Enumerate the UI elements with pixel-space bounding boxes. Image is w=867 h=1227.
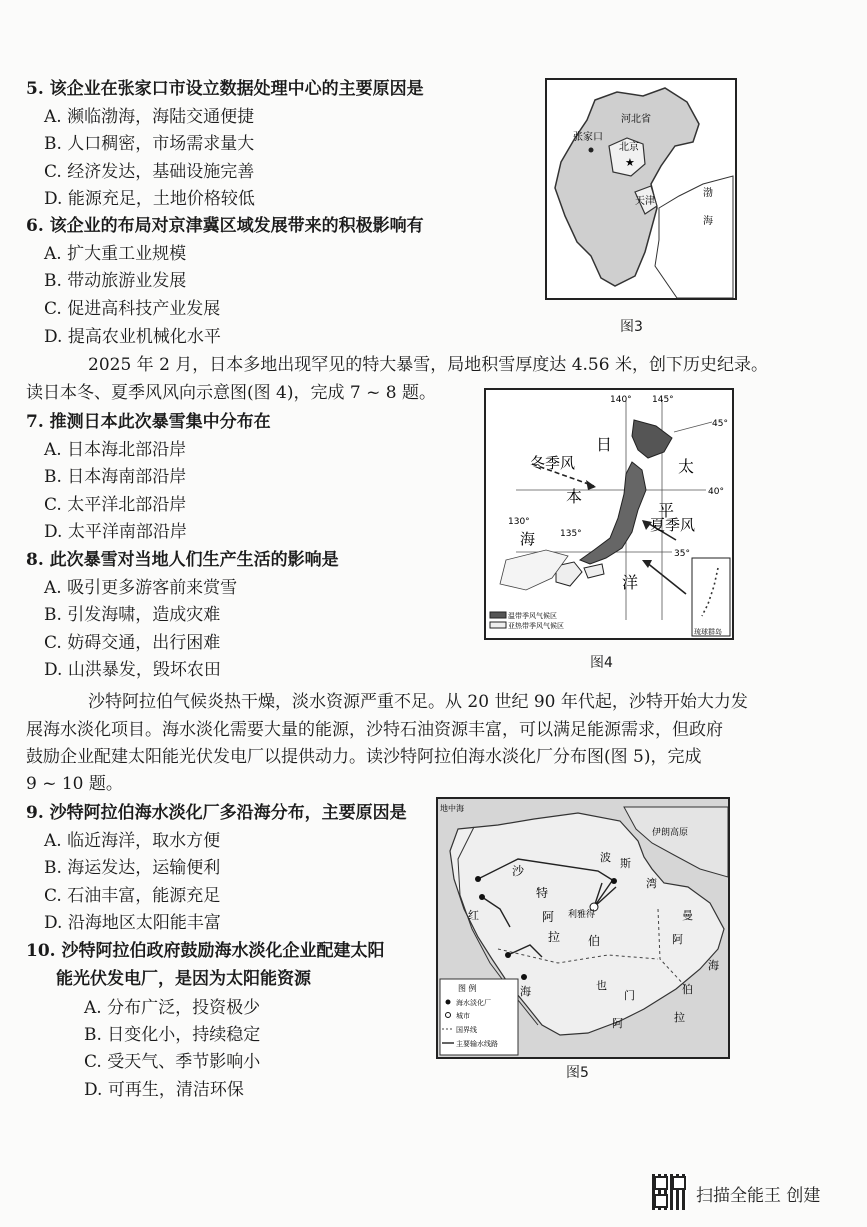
q5-option-a: A. 濒临渤海，海陆交通便捷 xyxy=(44,107,255,127)
figure-3-map xyxy=(545,78,737,300)
ryukyu-label: 琉球群岛 xyxy=(694,628,722,636)
q7-stem: 7. 推测日本此次暴雪集中分布在 xyxy=(26,412,271,432)
lat-40-label: 40° xyxy=(708,487,724,497)
qr-code-icon xyxy=(652,1174,688,1210)
plant-marker-1 xyxy=(475,876,481,882)
q8-option-d: D. 山洪暴发，毁坏农田 xyxy=(44,660,221,680)
plant-marker-3 xyxy=(505,952,511,958)
mediterranean-label: 地中海 xyxy=(440,804,464,813)
q6-option-c: C. 促进高科技产业发展 xyxy=(44,299,221,319)
legend-title: 图 例 xyxy=(458,984,477,993)
hokkaido-shape xyxy=(632,420,672,458)
saudi-label-sha: 沙 xyxy=(512,864,525,878)
legend-pipeline-label: 主要输水线路 xyxy=(456,1040,498,1048)
oman-label-man: 曼 xyxy=(682,909,693,922)
legend-swatch-subtropical xyxy=(490,622,506,628)
summer-monsoon-arrow-2 xyxy=(646,562,686,594)
red-sea-label-hai: 海 xyxy=(520,985,531,998)
saudi-label-la: 拉 xyxy=(548,930,561,944)
legend-plant-icon xyxy=(446,1000,451,1005)
q6-option-b: B. 带动旅游业发展 xyxy=(44,271,187,291)
bohai-label-1: 渤 xyxy=(703,188,713,199)
beijing-label: 北京 xyxy=(619,142,639,153)
shikoku-shape xyxy=(584,564,604,578)
plant-marker-4 xyxy=(521,974,527,980)
saudi-label-a: 阿 xyxy=(542,910,555,924)
lon-130-label: 130° xyxy=(508,517,530,527)
japan-sea-label-ben: 本 xyxy=(566,487,583,506)
summer-arrow-head-2-icon xyxy=(642,560,652,568)
bohai-label-2: 海 xyxy=(703,216,713,227)
q6-option-a: A. 扩大重工业规模 xyxy=(44,244,187,264)
q10-option-c: C. 受天气、季节影响小 xyxy=(84,1052,261,1072)
saudi-label-te: 特 xyxy=(536,886,549,900)
plant-marker-5 xyxy=(611,878,617,884)
tianjin-label: 天津 xyxy=(635,196,655,207)
q9-option-d: D. 沿海地区太阳能丰富 xyxy=(44,913,221,933)
legend-city-label: 城市 xyxy=(456,1012,470,1020)
winter-monsoon-label: 冬季风 xyxy=(530,454,576,472)
q6-stem: 6. 该企业的布局对京津冀区域发展带来的积极影响有 xyxy=(26,216,424,236)
arabian-sea-label-a: 阿 xyxy=(672,933,683,946)
lon-145-label: 145° xyxy=(652,395,674,405)
q5-stem: 5. 该企业在张家口市设立数据处理中心的主要原因是 xyxy=(26,79,424,99)
yemen-label-men: 门 xyxy=(624,989,635,1002)
intro2-line-1: 2025 年 2 月，日本多地出现罕见的特大暴雪，局地积雪厚度达 4.56 米，创下历史纪录。 xyxy=(88,355,768,375)
q10-option-a: A. 分布广泛，投资极少 xyxy=(84,998,261,1018)
q8-option-a: A. 吸引更多游客前来赏雪 xyxy=(44,578,238,598)
hebei-label: 河北省 xyxy=(621,114,651,125)
beijing-star-icon: ★ xyxy=(625,156,635,169)
red-sea-label-hong: 红 xyxy=(468,909,479,922)
korea-shape xyxy=(500,550,568,590)
arabian-label-a3: 阿 xyxy=(612,1017,623,1030)
q10-option-d: D. 可再生，清洁环保 xyxy=(84,1080,244,1100)
bohai-sea xyxy=(655,176,733,298)
q7-option-b: B. 日本海南部沿岸 xyxy=(44,467,187,487)
legend-plant-label: 海水淡化厂 xyxy=(456,999,491,1007)
gulf-label-si: 斯 xyxy=(620,857,631,870)
arabian-sea-label-bo: 伯 xyxy=(682,983,693,996)
legend-swatch-temperate xyxy=(490,612,506,618)
intro3-line-1: 沙特阿拉伯气候炎热干燥，淡水资源严重不足。从 20 世纪 90 年代起，沙特开始大力发 xyxy=(88,692,748,712)
q8-stem: 8. 此次暴雪对当地人们生产生活的影响是 xyxy=(26,550,339,570)
pacific-label-yang: 洋 xyxy=(622,573,639,592)
honshu-shape xyxy=(580,462,646,564)
legend-subtropical-label: 亚热带季风气候区 xyxy=(508,622,564,630)
intro3-line-3: 鼓励企业配建太阳能光伏发电厂以提供动力。读沙特阿拉伯海水淡化厂分布图(图 5)，完成 xyxy=(26,747,702,767)
figure-3-caption: 图3 xyxy=(620,319,643,335)
q10-stem-line-2: 能光伏发电厂，是因为太阳能资源 xyxy=(56,969,311,989)
lat-45-label: 45° xyxy=(712,419,728,429)
q8-option-c: C. 妨碍交通，出行困难 xyxy=(44,633,221,653)
q9-stem: 9. 沙特阿拉伯海水淡化厂多沿海分布，主要原因是 xyxy=(26,803,407,823)
legend-temperate-label: 温带季风气候区 xyxy=(508,612,557,620)
lon-140-label: 140° xyxy=(610,395,632,405)
q7-option-a: A. 日本海北部沿岸 xyxy=(44,440,187,460)
intro2-line-2: 读日本冬、夏季风风向示意图(图 4)，完成 7 ~ 8 题。 xyxy=(26,383,436,403)
pacific-label-tai: 太 xyxy=(678,457,695,476)
riyadh-label: 利雅得 xyxy=(568,910,596,920)
zhangjiakou-dot xyxy=(589,148,594,153)
saudi-label-bo: 伯 xyxy=(588,934,601,948)
winter-arrow-head-icon xyxy=(586,480,596,490)
q8-option-b: B. 引发海啸，造成灾难 xyxy=(44,605,221,625)
japan-sea-label-hai: 海 xyxy=(520,530,536,548)
figure-4-map xyxy=(484,388,734,640)
iran-plateau-label: 伊朗高原 xyxy=(652,828,689,838)
q5-option-b: B. 人口稠密，市场需求量大 xyxy=(44,134,255,154)
lat-45-line xyxy=(674,422,712,432)
q9-option-b: B. 海运发达，运输便利 xyxy=(44,858,221,878)
legend-city-icon xyxy=(446,1013,451,1018)
pacific-label-ping: 平 xyxy=(658,501,675,520)
q9-option-c: C. 石油丰富，能源充足 xyxy=(44,886,221,906)
q9-option-a: A. 临近海洋，取水方便 xyxy=(44,831,221,851)
q7-option-c: C. 太平洋北部沿岸 xyxy=(44,495,187,515)
lon-135-label: 135° xyxy=(560,529,582,539)
lat-35-label: 35° xyxy=(674,549,690,559)
q5-option-c: C. 经济发达，基础设施完善 xyxy=(44,162,255,182)
summer-monsoon-label: 夏季风 xyxy=(650,516,696,534)
intro3-line-4: 9 ~ 10 题。 xyxy=(26,774,123,794)
figure-5-map xyxy=(436,797,730,1059)
figure-4-caption: 图4 xyxy=(590,655,613,671)
japan-monsoon-map-svg xyxy=(486,390,732,638)
arabian-sea-label-la: 拉 xyxy=(674,1011,685,1024)
arabian-sea-label-hai: 海 xyxy=(708,959,719,972)
hebei-map-svg xyxy=(547,80,735,298)
scanner-watermark-text: 扫描全能王 创建 xyxy=(696,1186,821,1206)
legend-border-label: 国界线 xyxy=(456,1026,477,1034)
ryukyu-inset-box xyxy=(692,558,730,636)
q5-option-d: D. 能源充足，土地价格较低 xyxy=(44,189,255,209)
figure-5-caption: 图5 xyxy=(566,1065,589,1081)
saudi-desalination-map-svg xyxy=(438,799,728,1057)
q6-option-d: D. 提高农业机械化水平 xyxy=(44,327,221,347)
q10-stem-line-1: 10. 沙特阿拉伯政府鼓励海水淡化企业配建太阳 xyxy=(26,941,385,961)
yemen-label-ye: 也 xyxy=(596,979,607,992)
q10-option-b: B. 日变化小，持续稳定 xyxy=(84,1025,261,1045)
gulf-label-wan: 湾 xyxy=(646,877,657,890)
zhangjiakou-label: 张家口 xyxy=(573,132,603,143)
q7-option-d: D. 太平洋南部沿岸 xyxy=(44,522,187,542)
plant-marker-2 xyxy=(479,894,485,900)
intro3-line-2: 展海水淡化项目。海水淡化需要大量的能源，沙特石油资源丰富，可以满足能源需求，但政府 xyxy=(26,720,723,740)
japan-sea-label-ri: 日 xyxy=(596,435,613,454)
gulf-label-bo: 波 xyxy=(600,851,611,864)
